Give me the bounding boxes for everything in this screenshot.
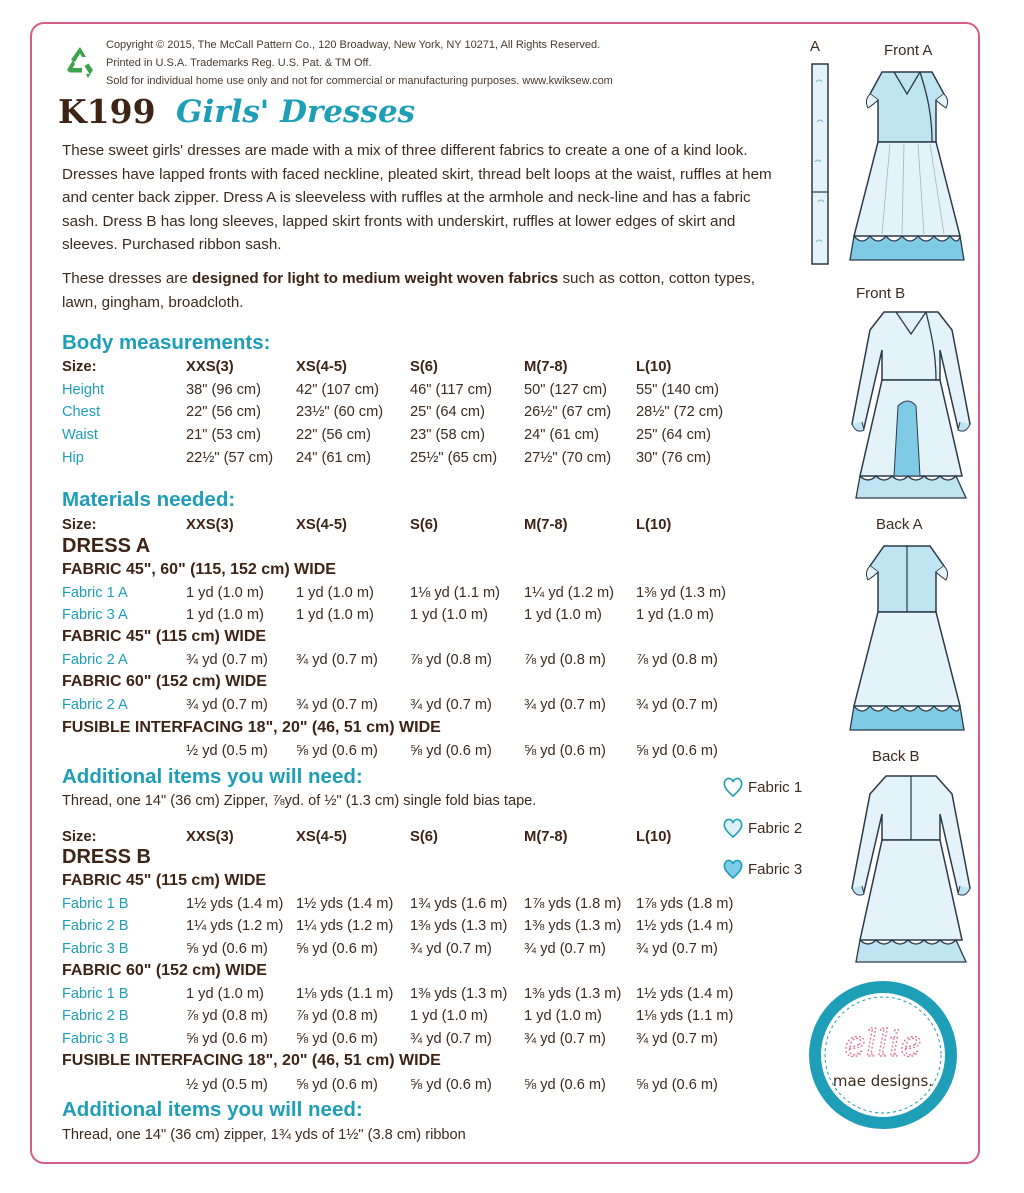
body-cell: 21" (53 cm) (186, 427, 261, 443)
dress-b-group-heading: FABRIC 60" (152 cm) WIDE (62, 962, 267, 979)
dress-b-size-label: Size: (62, 829, 97, 845)
dress-b-cell: 1½ yds (1.4 m) (636, 986, 734, 1002)
dress-b-cell: 1⅜ yds (1.3 m) (410, 918, 508, 934)
dress-a-cell: 1 yd (1.0 m) (296, 607, 374, 623)
legend-fabric-1: Fabric 1 (748, 779, 803, 796)
dress-a-cell: ¾ yd (0.7 m) (410, 697, 492, 713)
dress-b-cell: 1⅜ yds (1.3 m) (524, 986, 622, 1002)
dress-b-cell: ¾ yd (0.7 m) (410, 1031, 492, 1047)
dress-a-cell: 1 yd (1.0 m) (410, 607, 488, 623)
dress-b-cell: 1¼ yds (1.2 m) (186, 918, 284, 934)
dress-a-cell: ¾ yd (0.7 m) (296, 652, 378, 668)
legend-fabric-3: Fabric 3 (748, 861, 803, 878)
dress-a-row-label: Fabric 3 A (62, 607, 128, 623)
dress-a-cell: ⅝ yd (0.6 m) (636, 743, 718, 759)
dress-b-row-label: Fabric 2 B (62, 1008, 129, 1024)
dress-b-row-label: Fabric 3 B (62, 941, 129, 957)
dress-b-cell: 1½ yds (1.4 m) (296, 896, 394, 912)
dress-b-cell: ⅝ yd (0.6 m) (296, 1077, 378, 1093)
body-cell: 24" (61 cm) (524, 427, 599, 443)
body-cell: 42" (107 cm) (296, 382, 380, 398)
view-label-back-a: Back A (876, 516, 923, 533)
ellie-mae-logo (806, 978, 960, 1132)
dress-b-cell: ⅝ yd (0.6 m) (410, 1077, 492, 1093)
dress-b-cell: 1 yd (1.0 m) (410, 1008, 488, 1024)
dress-a-heading: DRESS A (62, 535, 151, 557)
dress-b-cell: ⅞ yd (0.8 m) (296, 1008, 378, 1024)
view-label-front-a: Front A (884, 42, 933, 59)
dress-a-cell: 1 yd (1.0 m) (296, 585, 374, 601)
dress-a-additional-heading: Additional items you will need: (62, 765, 363, 788)
dress-a-cell: ⅝ yd (0.6 m) (524, 743, 606, 759)
dress-a-size-3: M(7-8) (524, 517, 568, 533)
dress-b-heading: DRESS B (62, 846, 151, 868)
dress-a-cell: ¾ yd (0.7 m) (636, 697, 718, 713)
dress-b-group-heading: FABRIC 45" (115 cm) WIDE (62, 872, 267, 889)
body-cell: 46" (117 cm) (410, 382, 492, 398)
dress-b-cell: 1⅞ yds (1.8 m) (636, 896, 734, 912)
body-cell: 50" (127 cm) (524, 382, 608, 398)
dress-b-cell: 1 yd (1.0 m) (524, 1008, 602, 1024)
fabric-2-heart-icon (722, 817, 744, 839)
recycle-icon (62, 44, 98, 80)
body-cell: 25½" (65 cm) (410, 450, 498, 466)
dress-b-cell: ¾ yd (0.7 m) (524, 941, 606, 957)
dress-b-additional-heading: Additional items you will need: (62, 1098, 363, 1121)
dress-a-cell: ⅞ yd (0.8 m) (410, 652, 492, 668)
body-measurements-heading: Body measurements: (62, 331, 271, 354)
dress-a-size-label: Size: (62, 517, 97, 533)
dress-b-cell: 1¼ yds (1.2 m) (296, 918, 394, 934)
fabric-note: These dresses are designed for light to medium weight woven fabrics such as cotton, cotton types, lawn, gingham, broadcloth. (62, 270, 755, 311)
dress-a-additional-text: Thread, one 14" (36 cm) Zipper, ⅞yd. of ½" (1.3 cm) single fold bias tape. (62, 793, 537, 809)
dress-b-cell: 1⅛ yds (1.1 m) (296, 986, 394, 1002)
dress-a-size-1: XS(4-5) (296, 517, 347, 533)
body-cell: 26½" (67 cm) (524, 404, 612, 420)
dress-b-row-label: Fabric 1 B (62, 986, 129, 1002)
fabric-3-heart-icon (722, 858, 744, 880)
dress-b-cell: 1⅜ yds (1.3 m) (410, 986, 508, 1002)
dress-b-row-label: Fabric 1 B (62, 896, 129, 912)
dress-b-cell: 1 yd (1.0 m) (186, 986, 264, 1002)
dress-a-cell: ⅞ yd (0.8 m) (636, 652, 718, 668)
dress-b-size-2: S(6) (410, 829, 438, 845)
dress-b-cell: ¾ yd (0.7 m) (524, 1031, 606, 1047)
dress-b-cell: ¾ yd (0.7 m) (636, 1031, 718, 1047)
dress-a-row-label: Fabric 1 A (62, 585, 128, 601)
dress-b-cell: 1⅞ yds (1.8 m) (524, 896, 622, 912)
body-row-label: Height (62, 382, 105, 398)
dress-a-cell: 1 yd (1.0 m) (186, 585, 264, 601)
dress-a-cell: ⅞ yd (0.8 m) (524, 652, 606, 668)
dress-a-cell: 1 yd (1.0 m) (524, 607, 602, 623)
body-size-2: S(6) (410, 359, 438, 375)
dress-a-group-heading: FUSIBLE INTERFACING 18", 20" (46, 51 cm) WIDE (62, 719, 441, 736)
dress-a-cell: ⅝ yd (0.6 m) (296, 743, 378, 759)
dress-a-cell: 1¼ yd (1.2 m) (524, 585, 615, 601)
dress-b-size-0: XXS(3) (186, 829, 234, 845)
dress-b-group-heading: FUSIBLE INTERFACING 18", 20" (46, 51 cm) WIDE (62, 1052, 441, 1069)
body-cell: 24" (61 cm) (296, 450, 371, 466)
dress-b-cell: 1⅜ yds (1.3 m) (524, 918, 622, 934)
dress-b-cell: 1½ yds (1.4 m) (186, 896, 284, 912)
dress-a-size-0: XXS(3) (186, 517, 234, 533)
legend-fabric-2: Fabric 2 (748, 820, 803, 837)
body-cell: 25" (64 cm) (636, 427, 711, 443)
dress-a-cell: ¾ yd (0.7 m) (186, 697, 268, 713)
dress-a-cell: 1 yd (1.0 m) (636, 607, 714, 623)
dress-b-row-label: Fabric 3 B (62, 1031, 129, 1047)
body-size-3: M(7-8) (524, 359, 568, 375)
pattern-code: K199 (58, 92, 156, 131)
body-cell: 28½" (72 cm) (636, 404, 724, 420)
body-cell: 22" (56 cm) (186, 404, 261, 420)
body-cell: 30" (76 cm) (636, 450, 711, 466)
body-size-1: XS(4-5) (296, 359, 347, 375)
dress-a-size-4: L(10) (636, 517, 672, 533)
copyright-line: Copyright © 2015, The McCall Pattern Co., 120 Broadway, New York, NY 10271, All Rights Reserved. (106, 39, 601, 51)
view-label-back-b: Back B (872, 748, 920, 765)
body-row-label: Chest (62, 404, 101, 420)
dress-a-row-label: Fabric 2 A (62, 652, 128, 668)
dress-a-cell: ⅝ yd (0.6 m) (410, 743, 492, 759)
logo-word-mae-designs: mae designs. (832, 1072, 934, 1090)
front-a-drawing (832, 64, 982, 269)
body-cell: 22" (56 cm) (296, 427, 371, 443)
dress-a-cell: ¾ yd (0.7 m) (524, 697, 606, 713)
dress-a-group-heading: FABRIC 60" (152 cm) WIDE (62, 673, 267, 690)
dress-b-row-label: Fabric 2 B (62, 918, 129, 934)
dress-a-cell: ¾ yd (0.7 m) (296, 697, 378, 713)
dress-b-cell: 1½ yds (1.4 m) (636, 918, 734, 934)
body-cell: 55" (140 cm) (636, 382, 720, 398)
dress-b-cell: ⅝ yd (0.6 m) (186, 941, 268, 957)
body-size-label: Size: (62, 359, 97, 375)
trademark-line: Printed in U.S.A. Trademarks Reg. U.S. Pat. & TM Off. (106, 57, 372, 69)
body-size-0: XXS(3) (186, 359, 234, 375)
dress-b-cell: ⅝ yd (0.6 m) (186, 1031, 268, 1047)
dress-b-additional-text: Thread, one 14" (36 cm) zipper, 1¾ yds of 1½" (3.8 cm) ribbon (62, 1127, 466, 1143)
body-row-label: Hip (62, 450, 84, 466)
description: These sweet girls' dresses are made with a mix of three different fabrics to create a one of a kind look. Dresses have lapped fronts with faced neckline, pleated skirt, thread belt loops at the waist, ruffles at hem and center back zipper. Dress A is sleeveless with ruffles at the armhole and neck-line and has a fabric sash. Dress B has long sleeves, lapped skirt fronts with underskirt, ruffles at lower edges of skirt and sleeves. Purchased ribbon sash. (62, 142, 772, 253)
pattern-title: Girls' Dresses (176, 94, 416, 130)
dress-a-cell: 1⅜ yd (1.3 m) (636, 585, 727, 601)
body-cell: 23" (58 cm) (410, 427, 485, 443)
dress-b-cell: ¾ yd (0.7 m) (410, 941, 492, 957)
dress-a-cell: 1 yd (1.0 m) (186, 607, 264, 623)
materials-heading: Materials needed: (62, 488, 236, 511)
dress-b-cell: ¾ yd (0.7 m) (636, 941, 718, 957)
back-b-drawing (836, 770, 986, 970)
dress-b-cell: 1¾ yds (1.6 m) (410, 896, 508, 912)
back-a-drawing (832, 538, 982, 738)
body-cell: 38" (96 cm) (186, 382, 261, 398)
dress-a-cell: 1⅛ yd (1.1 m) (410, 585, 501, 601)
dress-b-cell: ⅝ yd (0.6 m) (636, 1077, 718, 1093)
front-b-drawing (836, 306, 986, 506)
dress-b-size-4: L(10) (636, 829, 672, 845)
dress-a-cell: ¾ yd (0.7 m) (186, 652, 268, 668)
dress-a-group-heading: FABRIC 45" (115 cm) WIDE (62, 628, 267, 645)
fabric-1-heart-icon (722, 776, 744, 798)
dress-a-row-label: Fabric 2 A (62, 697, 128, 713)
usage-line: Sold for individual home use only and not for commercial or manufacturing purposes. www.kwiksew.com (106, 75, 613, 87)
view-label-front-b: Front B (856, 285, 906, 302)
dress-b-cell: 1⅛ yds (1.1 m) (636, 1008, 734, 1024)
body-row-label: Waist (62, 427, 98, 443)
body-size-4: L(10) (636, 359, 672, 375)
dress-b-cell: ⅞ yd (0.8 m) (186, 1008, 268, 1024)
dress-b-size-3: M(7-8) (524, 829, 568, 845)
dress-b-cell: ½ yd (0.5 m) (186, 1077, 268, 1093)
dress-b-cell: ⅝ yd (0.6 m) (296, 1031, 378, 1047)
logo-word-ellie: ellie (844, 1024, 922, 1065)
dress-a-size-2: S(6) (410, 517, 438, 533)
dress-a-group-heading: FABRIC 45", 60" (115, 152 cm) WIDE (62, 561, 336, 578)
view-label-sash: A (810, 38, 821, 55)
body-cell: 23½" (60 cm) (296, 404, 384, 420)
body-cell: 22½" (57 cm) (186, 450, 274, 466)
body-cell: 25" (64 cm) (410, 404, 485, 420)
dress-a-cell: ½ yd (0.5 m) (186, 743, 268, 759)
dress-b-cell: ⅝ yd (0.6 m) (296, 941, 378, 957)
body-cell: 27½" (70 cm) (524, 450, 612, 466)
dress-b-size-1: XS(4-5) (296, 829, 347, 845)
dress-b-cell: ⅝ yd (0.6 m) (524, 1077, 606, 1093)
